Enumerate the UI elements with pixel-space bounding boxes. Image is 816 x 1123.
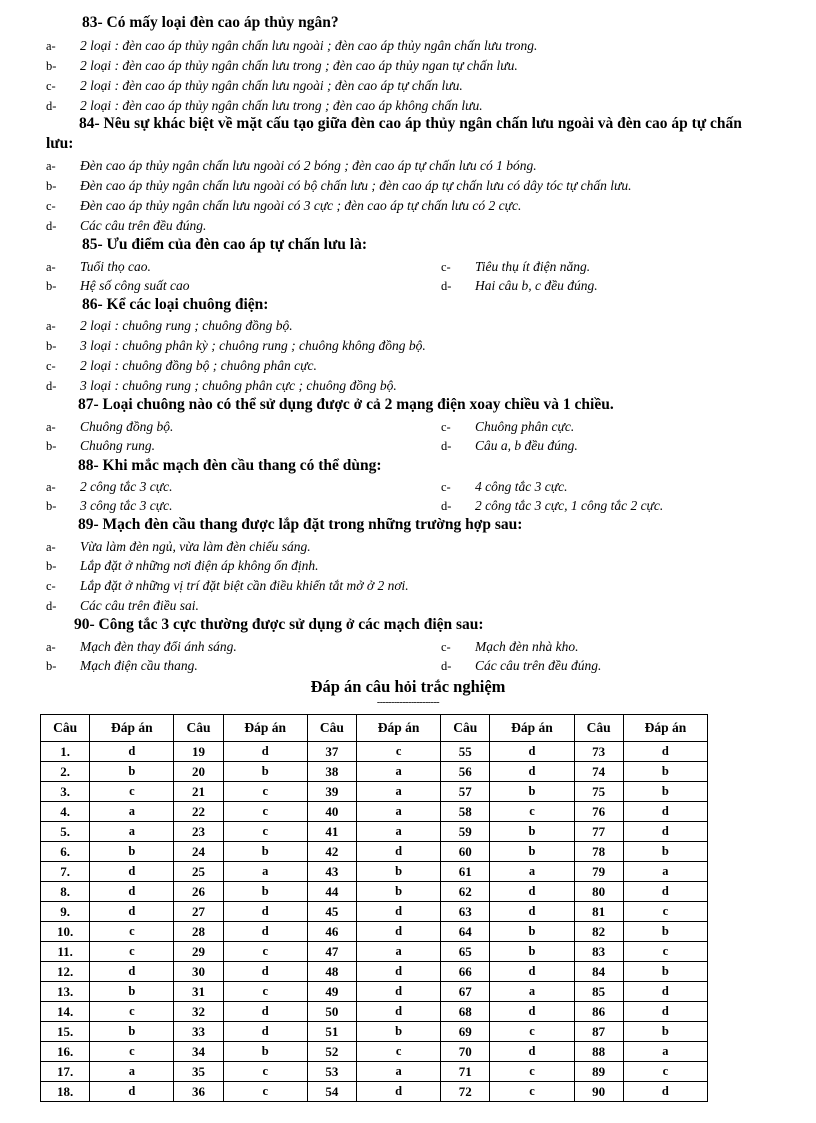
table-row — [41, 1022, 708, 1042]
question-number-cell: 90 — [574, 1082, 623, 1102]
question-number-cell: 7. — [41, 862, 90, 882]
answer-cell: d — [490, 962, 574, 982]
question-number-cell: 80 — [574, 882, 623, 902]
question-number-cell: 61 — [441, 862, 490, 882]
question-number-cell: 67 — [441, 982, 490, 1002]
answer-cell: a — [357, 802, 441, 822]
answer-cell: c — [223, 1062, 307, 1082]
answer-cell: c — [623, 1062, 707, 1082]
question-number-cell: 16. — [41, 1042, 90, 1062]
answer-cell: b — [623, 842, 707, 862]
answer-cell: a — [90, 802, 174, 822]
question-number-cell: 25 — [174, 862, 223, 882]
question-number-cell: 9. — [41, 902, 90, 922]
question-number-cell: 12. — [41, 962, 90, 982]
question-83-title: 83- Có mấy loại đèn cao áp thủy ngân? — [82, 14, 339, 31]
answer-cell: d — [490, 1042, 574, 1062]
answer-cell: d — [623, 802, 707, 822]
answer-cell: b — [357, 1022, 441, 1042]
header-cell: Đáp án — [223, 715, 307, 742]
answer-cell: d — [623, 1082, 707, 1102]
question-87-title: 87- Loại chuông nào có thể sử dụng được ở cả 2 mạng điện xoay chiều và 1 chiều. — [78, 396, 614, 413]
question-number-cell: 36 — [174, 1082, 223, 1102]
question-number-cell: 73 — [574, 742, 623, 762]
question-number-cell: 64 — [441, 922, 490, 942]
answer-cell: b — [623, 1022, 707, 1042]
answer-cell: c — [90, 782, 174, 802]
question-number-cell: 74 — [574, 762, 623, 782]
question-number-cell: 43 — [307, 862, 356, 882]
question-85-title: 85- Ưu điểm của đèn cao áp tự chấn lưu là: — [82, 236, 367, 253]
document-page: 83- Có mấy loại đèn cao áp thủy ngân? a- 2 loại : đèn cao áp thủy ngân chấn lưu ngoài ; đèn cao áp thủy ngân chấn lưu trong. b- 2 loại : đèn cao áp thủy ngân chấn lưu trong ; đèn cao áp thủy ngan tự chấn lưu. c- 2 loại : đèn cao áp thủy ngân chấn lưu ngoài ; đèn cao áp tự chấn lưu. d- 2 loại : đèn cao áp thủy ngân chấn lưu trong ; đèn cao áp không chấn lưu. 84- Nêu sự khác biệt về mặt cấu tạo giữa đèn cao áp thủy ngân chấn lưu ngoài và đèn cao áp tự chấn lưu: a- Đèn cao áp thủy ngân chấn lưu ngoài có 2 bóng ; đèn cao áp tự chấn lưu có 1 bóng. b- Đèn cao áp thủy ngân chấn lưu ngoài có bộ chấn lưu ; đèn cao áp tự chấn lưu có dây tóc tự chấn lưu. c- Đèn cao áp thủy ngân chấn lưu ngoài có 3 cực ; đèn cao áp tự chấn lưu có 2 cực. d- Các câu trên đều đúng. 85- Ưu điểm của đèn cao áp tự chấn lưu là: a- Tuổi thọ cao. b- Hệ số công suất cao c- Tiêu thụ ít điện năng. d- Hai câu b, c đều đúng. 86- Kể các loại chuông điện: a- 2 loại : chuông rung ; chuông đồng bộ. b- 3 loại : chuông phân kỳ ; chuông rung ; chuông không đồng bộ. c- 2 loại : chuông đồng bộ ; chuông phân cực. d- 3 loại : chuông rung ; chuông phân cực ; chuông đồng bộ. 87- Loại chuông nào có thể sử dụng được ở cả 2 mạng điện xoay chiều và 1 chiều. a- Chuông đồng bộ. b- Chuông rung. c- Chuông phân cực. d- Câu a, b đều đúng. 88- Khi mắc mạch đèn cầu thang có thể dùng: a- 2 công tắc 3 cực. b- 3 công tắc 3 cực. c- 4 công tắc 3 cực. d- 2 công tắc 3 cực, 1 công tắc 2 cực. 89- Mạch đèn cầu thang được lắp đặt trong những trường hợp sau: a- Vừa làm đèn ngủ, vừa làm đèn chiếu sáng. b- Lắp đặt ở những nơi điện áp không ổn định. c- Lắp đặt ở những vị trí đặt biệt cần điều khiển tắt mở ở 2 nơi. d- Các câu trên điều sai. 90- Công tắc 3 cực thường được sử dụng ở các mạch điện sau: a- Mạch đèn thay đổi ánh sáng. b- Mạch điện cầu thang. c- Mạch đèn nhà kho. d- Các câu trên đều đúng. Đáp án câu hỏi trắc nghiệm ---------------------- Câu Đáp án Câu Đáp án Câu Đáp án Câu Đáp án Câu Đáp án 1. d 19 d 37 c 55 d 73 d 2. b 20 b 38 a 56 d 74 b 3. c 21 c 39 a 57 b 75 b 4. a 22 c 40 a 58 c 76 d 5. a 23 c 41 a 59 b 77 d 6. b 24 b 42 d 60 b 78 b 7. d 25 a 43 b 61 a 79 a 8. d 26 b 44 b 62 d 80 d 9. d 27 d 45 d 63 d 81 c 10. c 28 d 46 d 64 b 82 b 11. c 29 c 47 a 65 b 83 c 12. d 30 d 48 d 66 d 84 b 13. b 31 c 49 d 67 a 85 d 14. c 32 d 50 d 68 d 86 d 15. b 33 d 51 b 69 c 87 b 16. c 34 b 52 c 70 d 88 a 17. a 35 c 53 a 71 c 89 c 18. d 36 c 54 d 72 c 90 d — [0, 0, 816, 1123]
answer-cell: d — [357, 982, 441, 1002]
question-86-title: 86- Kể các loại chuông điện: — [82, 296, 269, 313]
question-number-cell: 72 — [441, 1082, 490, 1102]
answer-cell: d — [357, 1082, 441, 1102]
answer-cell: d — [223, 922, 307, 942]
question-number-cell: 21 — [174, 782, 223, 802]
question-number-cell: 86 — [574, 1002, 623, 1022]
answer-key-title: Đáp án câu hỏi trắc nghiệm — [310, 677, 506, 696]
table-row — [41, 902, 708, 922]
question-number-cell: 54 — [307, 1082, 356, 1102]
question-number-cell: 89 — [574, 1062, 623, 1082]
answer-cell: d — [490, 762, 574, 782]
answer-cell: a — [623, 1042, 707, 1062]
answer-cell: d — [90, 742, 174, 762]
question-number-cell: 24 — [174, 842, 223, 862]
answer-cell: c — [223, 782, 307, 802]
answer-cell: c — [223, 1082, 307, 1102]
question-number-cell: 33 — [174, 1022, 223, 1042]
answer-key-table — [40, 714, 708, 1102]
question-88-title: 88- Khi mắc mạch đèn cầu thang có thể dùng: — [78, 457, 382, 474]
question-number-cell: 59 — [441, 822, 490, 842]
table-row — [41, 1062, 708, 1082]
question-number-cell: 68 — [441, 1002, 490, 1022]
answer-cell: c — [490, 1062, 574, 1082]
answer-cell: d — [357, 842, 441, 862]
answer-cell: c — [623, 902, 707, 922]
question-number-cell: 30 — [174, 962, 223, 982]
answer-cell: a — [90, 1062, 174, 1082]
answer-cell: c — [90, 922, 174, 942]
answer-cell: a — [357, 762, 441, 782]
question-number-cell: 13. — [41, 982, 90, 1002]
answer-cell: a — [623, 862, 707, 882]
answer-cell: b — [490, 782, 574, 802]
question-number-cell: 65 — [441, 942, 490, 962]
question-number-cell: 60 — [441, 842, 490, 862]
answer-cell: d — [623, 982, 707, 1002]
question-number-cell: 66 — [441, 962, 490, 982]
answer-cell: d — [223, 1022, 307, 1042]
answer-cell: a — [490, 982, 574, 1002]
question-number-cell: 81 — [574, 902, 623, 922]
answer-cell: d — [490, 1002, 574, 1022]
question-number-cell: 53 — [307, 1062, 356, 1082]
answer-cell: a — [223, 862, 307, 882]
question-number-cell: 40 — [307, 802, 356, 822]
question-number-cell: 37 — [307, 742, 356, 762]
question-number-cell: 75 — [574, 782, 623, 802]
question-number-cell: 50 — [307, 1002, 356, 1022]
answer-key-header-row — [41, 715, 708, 742]
table-row — [41, 1082, 708, 1102]
table-row — [41, 802, 708, 822]
question-number-cell: 1. — [41, 742, 90, 762]
table-row — [41, 822, 708, 842]
answer-cell: b — [623, 782, 707, 802]
header-cell: Đáp án — [490, 715, 574, 742]
question-number-cell: 49 — [307, 982, 356, 1002]
answer-cell: b — [90, 762, 174, 782]
answer-cell: d — [90, 962, 174, 982]
answer-cell: d — [90, 862, 174, 882]
question-89-title: 89- Mạch đèn cầu thang được lắp đặt trong những trường hợp sau: — [78, 516, 523, 533]
question-number-cell: 5. — [41, 822, 90, 842]
question-number-cell: 31 — [174, 982, 223, 1002]
question-number-cell: 29 — [174, 942, 223, 962]
answer-key-separator: ---------------------- — [376, 697, 440, 708]
answer-cell: d — [623, 742, 707, 762]
question-number-cell: 48 — [307, 962, 356, 982]
answer-cell: d — [623, 882, 707, 902]
answer-cell: a — [357, 782, 441, 802]
question-number-cell: 11. — [41, 942, 90, 962]
answer-cell: c — [90, 1002, 174, 1022]
answer-cell: c — [357, 742, 441, 762]
answer-cell: d — [223, 902, 307, 922]
question-number-cell: 19 — [174, 742, 223, 762]
answer-cell: d — [490, 882, 574, 902]
table-row — [41, 842, 708, 862]
answer-cell: b — [490, 842, 574, 862]
answer-cell: d — [223, 1002, 307, 1022]
answer-cell: d — [90, 902, 174, 922]
answer-cell: b — [223, 842, 307, 862]
question-number-cell: 79 — [574, 862, 623, 882]
answer-cell: b — [223, 1042, 307, 1062]
question-number-cell: 58 — [441, 802, 490, 822]
table-row — [41, 962, 708, 982]
question-84-title: 84- Nêu sự khác biệt về mặt cấu tạo giữa đèn cao áp thủy ngân chấn lưu ngoài và đèn cao áp tự chấn lưu: — [46, 115, 742, 152]
answer-cell: c — [490, 1082, 574, 1102]
answer-cell: c — [223, 982, 307, 1002]
table-row — [41, 862, 708, 882]
answer-cell: c — [490, 802, 574, 822]
answer-cell: d — [223, 962, 307, 982]
answer-cell: d — [357, 962, 441, 982]
question-number-cell: 55 — [441, 742, 490, 762]
answer-cell: b — [90, 1022, 174, 1042]
question-number-cell: 17. — [41, 1062, 90, 1082]
answer-cell: b — [90, 842, 174, 862]
question-number-cell: 69 — [441, 1022, 490, 1042]
answer-cell: d — [490, 742, 574, 762]
answer-cell: a — [490, 862, 574, 882]
question-number-cell: 78 — [574, 842, 623, 862]
answer-cell: b — [623, 922, 707, 942]
answer-cell: d — [223, 742, 307, 762]
answer-cell: c — [223, 802, 307, 822]
table-row — [41, 1002, 708, 1022]
question-number-cell: 26 — [174, 882, 223, 902]
answer-cell: c — [223, 942, 307, 962]
header-cell: Câu — [307, 715, 356, 742]
table-row — [41, 882, 708, 902]
question-number-cell: 88 — [574, 1042, 623, 1062]
question-number-cell: 39 — [307, 782, 356, 802]
question-number-cell: 2. — [41, 762, 90, 782]
answer-cell: d — [357, 922, 441, 942]
question-90-title: 90- Công tắc 3 cực thường được sử dụng ở các mạch điện sau: — [74, 616, 484, 633]
answer-cell: b — [490, 822, 574, 842]
table-row — [41, 982, 708, 1002]
answer-cell: d — [623, 822, 707, 842]
question-number-cell: 6. — [41, 842, 90, 862]
answer-cell: d — [357, 1002, 441, 1022]
question-number-cell: 15. — [41, 1022, 90, 1042]
table-row — [41, 942, 708, 962]
question-number-cell: 22 — [174, 802, 223, 822]
question-number-cell: 44 — [307, 882, 356, 902]
header-cell: Câu — [574, 715, 623, 742]
answer-cell: b — [223, 762, 307, 782]
question-number-cell: 52 — [307, 1042, 356, 1062]
answer-cell: d — [357, 902, 441, 922]
answer-cell: b — [357, 862, 441, 882]
header-cell: Câu — [174, 715, 223, 742]
question-number-cell: 62 — [441, 882, 490, 902]
question-number-cell: 38 — [307, 762, 356, 782]
answer-cell: d — [623, 1002, 707, 1022]
question-number-cell: 71 — [441, 1062, 490, 1082]
header-cell: Đáp án — [623, 715, 707, 742]
question-number-cell: 18. — [41, 1082, 90, 1102]
question-number-cell: 32 — [174, 1002, 223, 1022]
table-row — [41, 922, 708, 942]
question-number-cell: 34 — [174, 1042, 223, 1062]
question-number-cell: 76 — [574, 802, 623, 822]
question-number-cell: 10. — [41, 922, 90, 942]
question-number-cell: 47 — [307, 942, 356, 962]
question-number-cell: 20 — [174, 762, 223, 782]
answer-cell: b — [223, 882, 307, 902]
answer-cell: b — [490, 942, 574, 962]
question-number-cell: 51 — [307, 1022, 356, 1042]
question-number-cell: 77 — [574, 822, 623, 842]
question-number-cell: 35 — [174, 1062, 223, 1082]
answer-cell: c — [490, 1022, 574, 1042]
question-number-cell: 4. — [41, 802, 90, 822]
question-number-cell: 8. — [41, 882, 90, 902]
question-number-cell: 84 — [574, 962, 623, 982]
answer-cell: c — [90, 1042, 174, 1062]
answer-cell: c — [90, 942, 174, 962]
question-number-cell: 42 — [307, 842, 356, 862]
header-cell: Đáp án — [357, 715, 441, 742]
answer-cell: b — [623, 762, 707, 782]
question-number-cell: 46 — [307, 922, 356, 942]
answer-cell: c — [357, 1042, 441, 1062]
question-number-cell: 14. — [41, 1002, 90, 1022]
table-row — [41, 1042, 708, 1062]
answer-cell: d — [90, 1082, 174, 1102]
header-cell: Câu — [441, 715, 490, 742]
answer-cell: a — [357, 942, 441, 962]
answer-cell: a — [357, 822, 441, 842]
table-row — [41, 762, 708, 782]
table-row — [41, 742, 708, 762]
question-number-cell: 63 — [441, 902, 490, 922]
table-row — [41, 782, 708, 802]
question-number-cell: 27 — [174, 902, 223, 922]
question-number-cell: 23 — [174, 822, 223, 842]
question-number-cell: 3. — [41, 782, 90, 802]
answer-cell: b — [357, 882, 441, 902]
answer-cell: b — [623, 962, 707, 982]
header-cell: Đáp án — [90, 715, 174, 742]
question-number-cell: 57 — [441, 782, 490, 802]
question-number-cell: 70 — [441, 1042, 490, 1062]
question-number-cell: 41 — [307, 822, 356, 842]
question-number-cell: 83 — [574, 942, 623, 962]
answer-cell: a — [90, 822, 174, 842]
answer-cell: b — [490, 922, 574, 942]
question-number-cell: 28 — [174, 922, 223, 942]
question-number-cell: 82 — [574, 922, 623, 942]
answer-cell: b — [90, 982, 174, 1002]
answer-cell: c — [223, 822, 307, 842]
question-number-cell: 56 — [441, 762, 490, 782]
question-number-cell: 45 — [307, 902, 356, 922]
answer-cell: a — [357, 1062, 441, 1082]
answer-cell: d — [490, 902, 574, 922]
header-cell: Câu — [41, 715, 90, 742]
answer-cell: d — [90, 882, 174, 902]
question-number-cell: 85 — [574, 982, 623, 1002]
question-number-cell: 87 — [574, 1022, 623, 1042]
answer-cell: c — [623, 942, 707, 962]
